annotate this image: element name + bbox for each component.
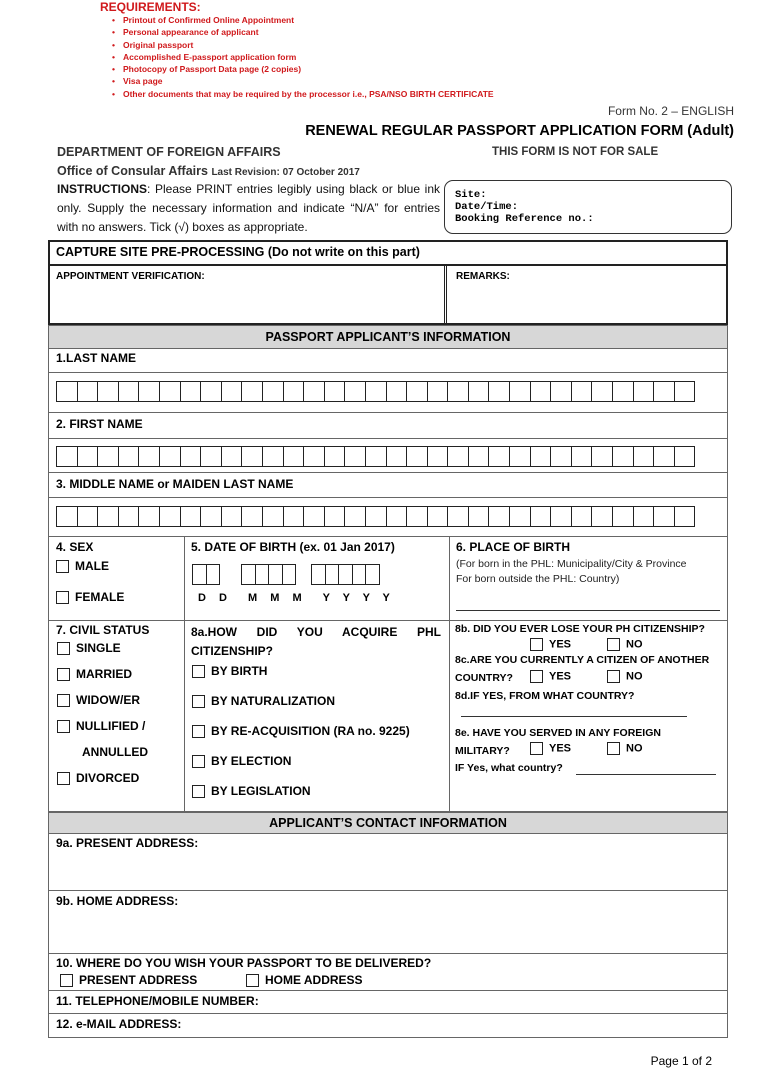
instructions-label: INSTRUCTIONS <box>57 182 147 196</box>
divider <box>48 472 728 473</box>
office-name: Office of Consular Affairs <box>57 164 208 178</box>
dob-month-boxes[interactable] <box>241 564 295 585</box>
by-birth-text: BY BIRTH <box>211 664 268 678</box>
q8e-no-text: NO <box>626 742 643 755</box>
email-label: 12. e-MAIL ADDRESS: <box>56 1017 182 1031</box>
divorced-checkbox[interactable] <box>57 772 70 785</box>
q8e-label: 8e. HAVE YOU SERVED IN ANY FOREIGN <box>455 727 661 739</box>
single-checkbox[interactable] <box>57 642 70 655</box>
q8b-label: 8b. DID YOU EVER LOSE YOUR PH CITIZENSHIP? <box>455 623 705 635</box>
appointment-verification-field <box>50 266 447 323</box>
q8d-country-line[interactable] <box>461 716 687 717</box>
q8e-yes-checkbox[interactable] <box>530 742 543 755</box>
dob-label: 5. DATE OF BIRTH (ex. 01 Jan 2017) <box>191 540 395 554</box>
acquire-election-option[interactable] <box>192 754 291 768</box>
q8c-no-checkbox[interactable] <box>607 670 620 683</box>
q8b-yes-checkbox[interactable] <box>530 638 543 651</box>
instructions <box>57 180 440 237</box>
divider <box>184 536 185 620</box>
divider <box>48 372 728 373</box>
contact-section-header: APPLICANT’S CONTACT INFORMATION <box>48 812 728 834</box>
revision-date: Last Revision: 07 October 2017 <box>211 167 360 178</box>
middle-name-label: 3. MIDDLE NAME or MAIDEN LAST NAME <box>56 477 294 491</box>
last-name-boxes[interactable] <box>56 381 694 402</box>
divider <box>48 412 728 413</box>
sex-label: 4. SEX <box>56 540 94 554</box>
by-naturalization-text: BY NATURALIZATION <box>211 694 335 708</box>
q8c-label: 8c.ARE YOU CURRENTLY A CITIZEN OF ANOTHER <box>455 654 710 666</box>
married-text: MARRIED <box>76 667 132 681</box>
acquire-birth-option[interactable] <box>192 664 267 678</box>
by-legislation-text: BY LEGISLATION <box>211 784 311 798</box>
place-of-birth-line[interactable] <box>456 610 720 611</box>
q8c-yes-text: YES <box>549 670 572 683</box>
acquire-reacquisition-option[interactable] <box>192 724 410 738</box>
q8d-label: 8d.IF YES, FROM WHAT COUNTRY? <box>455 690 635 702</box>
q8b-no-option[interactable] <box>607 638 643 651</box>
datetime-label: Date/Time: <box>455 201 519 213</box>
sex-female-option[interactable] <box>56 590 124 604</box>
requirement-item: • Printout of Confirmed Online Appointment <box>112 14 494 26</box>
q8b-no-text: NO <box>626 638 643 651</box>
appointment-verification-label: APPOINTMENT VERIFICATION: <box>56 271 205 282</box>
acquire-naturalization-option[interactable] <box>192 694 335 708</box>
office-line <box>57 164 360 178</box>
q8b-yes-text: YES <box>549 638 572 651</box>
nullified-checkbox[interactable] <box>57 720 70 733</box>
delivery-question-label: 10. WHERE DO YOU WISH YOUR PASSPORT TO BE DELIVERED? <box>56 956 432 970</box>
by-legislation-checkbox[interactable] <box>192 785 205 798</box>
place-of-birth-label: 6. PLACE OF BIRTH <box>456 540 571 554</box>
divider <box>48 890 728 891</box>
by-election-text: BY ELECTION <box>211 754 292 768</box>
q8e-country-label: IF Yes, what country? <box>455 762 563 774</box>
booking-reference-label: Booking Reference no.: <box>455 213 594 225</box>
sex-male-option[interactable] <box>56 559 109 573</box>
annulled-text: ANNULLED <box>82 745 148 759</box>
nullified-text: NULLIFIED / <box>76 719 146 733</box>
female-checkbox[interactable] <box>56 591 69 604</box>
civil-divorced-option[interactable] <box>57 771 139 785</box>
divider <box>48 620 728 621</box>
by-reacquisition-checkbox[interactable] <box>192 725 205 738</box>
q8c-yes-option[interactable] <box>530 670 571 683</box>
instructions-text: : Please PRINT entries legibly using black or blue ink only. Supply the necessary information and indicate “N/A” for entries with no answers. Tick (√) boxes as appropriate. <box>57 182 440 234</box>
requirement-item: • Photocopy of Passport Data page (2 copies) <box>112 63 494 75</box>
home-address-label: 9b. HOME ADDRESS: <box>56 894 179 908</box>
by-election-checkbox[interactable] <box>192 755 205 768</box>
by-reacquisition-text: BY RE-ACQUISITION (RA no. 9225) <box>211 724 410 738</box>
requirements-title: REQUIREMENTS: <box>100 0 201 14</box>
requirement-item: • Accomplished E-passport application form <box>112 51 494 63</box>
single-text: SINGLE <box>76 641 121 655</box>
department-name: DEPARTMENT OF FOREIGN AFFAIRS <box>57 145 281 159</box>
q8b-yes-option[interactable] <box>530 638 571 651</box>
divider <box>48 1013 728 1014</box>
last-name-label: 1.LAST NAME <box>56 351 137 365</box>
pob-note-phl: (For born in the PHL: Municipality/City & Province <box>456 558 687 570</box>
page-number: Page 1 of 2 <box>650 1054 712 1068</box>
divider <box>48 953 728 954</box>
deliver-present-option[interactable] <box>60 973 197 987</box>
civil-status-label: 7. CIVIL STATUS <box>56 623 150 637</box>
site-label: Site: <box>455 189 487 201</box>
divider <box>184 620 185 812</box>
first-name-label: 2. FIRST NAME <box>56 417 143 431</box>
site-info-box <box>444 180 732 234</box>
deliver-present-text: PRESENT ADDRESS <box>79 973 198 987</box>
deliver-home-option[interactable] <box>246 973 363 987</box>
divider <box>48 990 728 991</box>
remarks-field <box>450 266 726 323</box>
requirement-item: • Visa page <box>112 75 494 87</box>
first-name-boxes[interactable] <box>56 446 694 467</box>
dob-day-boxes[interactable] <box>192 564 219 585</box>
female-text: FEMALE <box>75 590 125 604</box>
divorced-text: DIVORCED <box>76 771 140 785</box>
dob-format: D D M M M Y Y Y Y <box>198 592 395 604</box>
civil-widow-option[interactable] <box>57 693 140 707</box>
requirement-item: • Original passport <box>112 39 494 51</box>
acquire-legislation-option[interactable] <box>192 784 311 798</box>
civil-single-option[interactable] <box>57 641 121 655</box>
not-for-sale-notice: THIS FORM IS NOT FOR SALE <box>492 146 659 158</box>
civil-married-option[interactable] <box>57 667 132 681</box>
q8e-yes-option[interactable] <box>530 742 571 755</box>
q8c-yes-checkbox[interactable] <box>530 670 543 683</box>
q8b-no-checkbox[interactable] <box>607 638 620 651</box>
dob-year-boxes[interactable] <box>311 564 379 585</box>
requirement-item: • Personal appearance of applicant <box>112 26 494 38</box>
requirements-list <box>112 14 494 100</box>
q8e-no-option[interactable] <box>607 742 643 755</box>
male-text: MALE <box>75 559 109 573</box>
form-title: RENEWAL REGULAR PASSPORT APPLICATION FORM (Adult) <box>305 123 734 139</box>
by-birth-checkbox[interactable] <box>192 665 205 678</box>
divider <box>449 536 450 812</box>
q8e-yes-text: YES <box>549 742 572 755</box>
q8e-military-label: MILITARY? <box>455 745 510 757</box>
divider <box>48 438 728 439</box>
divider <box>48 497 728 498</box>
deliver-home-text: HOME ADDRESS <box>265 973 363 987</box>
capture-site-title: CAPTURE SITE PRE-PROCESSING (Do not write on this part) <box>50 242 726 266</box>
married-checkbox[interactable] <box>57 668 70 681</box>
q8c-country-label: COUNTRY? <box>455 672 513 684</box>
by-naturalization-checkbox[interactable] <box>192 695 205 708</box>
widow-checkbox[interactable] <box>57 694 70 707</box>
q8e-no-checkbox[interactable] <box>607 742 620 755</box>
form-number: Form No. 2 – ENGLISH <box>607 104 734 118</box>
requirement-item: • Other documents that may be required by the processor i.e., PSA/NSO BIRTH CERTIFICATE <box>112 88 494 100</box>
civil-nullified-option[interactable] <box>57 719 145 733</box>
applicant-section-header: PASSPORT APPLICANT’S INFORMATION <box>48 325 728 349</box>
acquire-citizenship-label: 8a.HOW DID YOU ACQUIRE PHL CITIZENSHIP? <box>191 625 441 658</box>
divider <box>48 536 728 537</box>
pob-note-abroad: For born outside the PHL: Country) <box>456 573 620 585</box>
q8c-no-text: NO <box>626 670 643 683</box>
middle-name-boxes[interactable] <box>56 506 694 527</box>
male-checkbox[interactable] <box>56 560 69 573</box>
widow-text: WIDOW/ER <box>76 693 140 707</box>
remarks-label: REMARKS: <box>456 271 510 282</box>
deliver-present-checkbox[interactable] <box>60 974 73 987</box>
phone-label: 11. TELEPHONE/MOBILE NUMBER: <box>56 994 259 1008</box>
q8c-no-option[interactable] <box>607 670 643 683</box>
present-address-label: 9a. PRESENT ADDRESS: <box>56 836 199 850</box>
q8e-country-line[interactable] <box>576 774 716 775</box>
deliver-home-checkbox[interactable] <box>246 974 259 987</box>
